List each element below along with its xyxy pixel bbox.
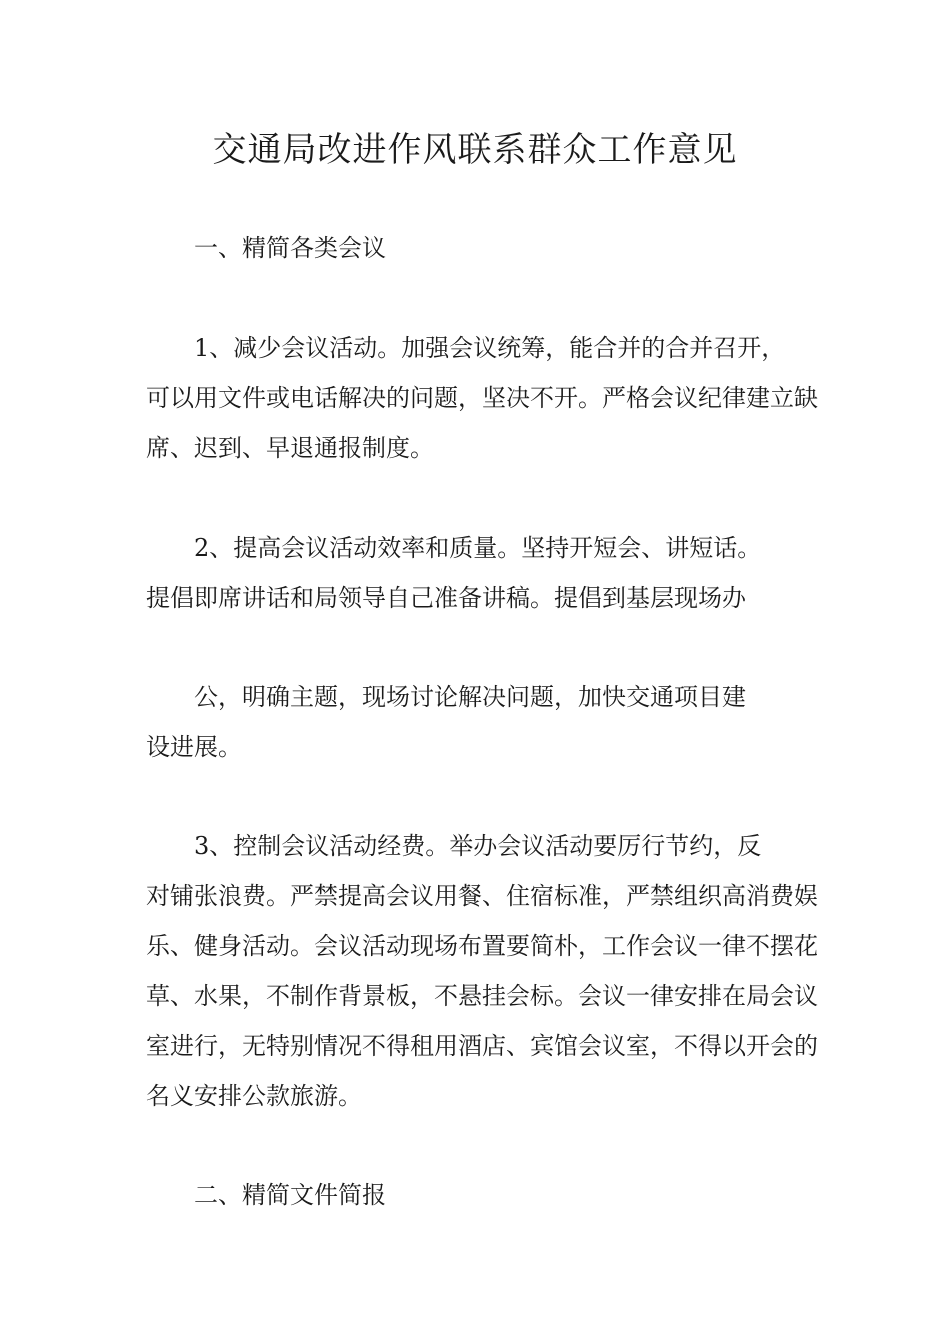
- section-heading-1: 一、精简各类会议: [194, 234, 386, 262]
- section-heading-2: 二、精简文件简报: [194, 1181, 386, 1209]
- paragraph-4: [146, 821, 836, 1121]
- paragraph-2-rest: 提倡即席讲话和局领导自己准备讲稿。提倡到基层现场办: [146, 584, 746, 612]
- paragraph-2-first-line: 2、提高会议活动效率和质量。坚持开短会、讲短话。: [194, 534, 762, 562]
- paragraph-3-first-line: 公，明确主题，现场讨论解决问题，加快交通项目建: [194, 683, 746, 711]
- paragraph-4-first-line: 3、控制会议活动经费。举办会议活动要厉行节约，反: [194, 832, 762, 860]
- document-title: 交通局改进作风联系群众工作意见: [212, 130, 738, 170]
- paragraph-2: [146, 523, 836, 623]
- paragraph-1-first-line: 1、减少会议活动。加强会议统筹，能合并的合并召开，: [194, 334, 786, 362]
- paragraph-1: [146, 323, 836, 473]
- paragraph-1-rest: 可以用文件或电话解决的问题，坚决不开。严格会议纪律建立缺席、迟到、早退通报制度。: [146, 384, 818, 462]
- paragraph-3: [146, 672, 836, 772]
- paragraph-3-rest: 设进展。: [146, 733, 242, 761]
- paragraph-4-rest: 对铺张浪费。严禁提高会议用餐、住宿标准，严禁组织高消费娱乐、健身活动。会议活动现场布置要简朴，工作会议一律不摆花草、水果，不制作背景板，不悬挂会标。会议一律安排在局会议室进行，无特别情况不得租用酒店、宾馆会议室，不得以开会的名义安排公款旅游。: [146, 882, 818, 1110]
